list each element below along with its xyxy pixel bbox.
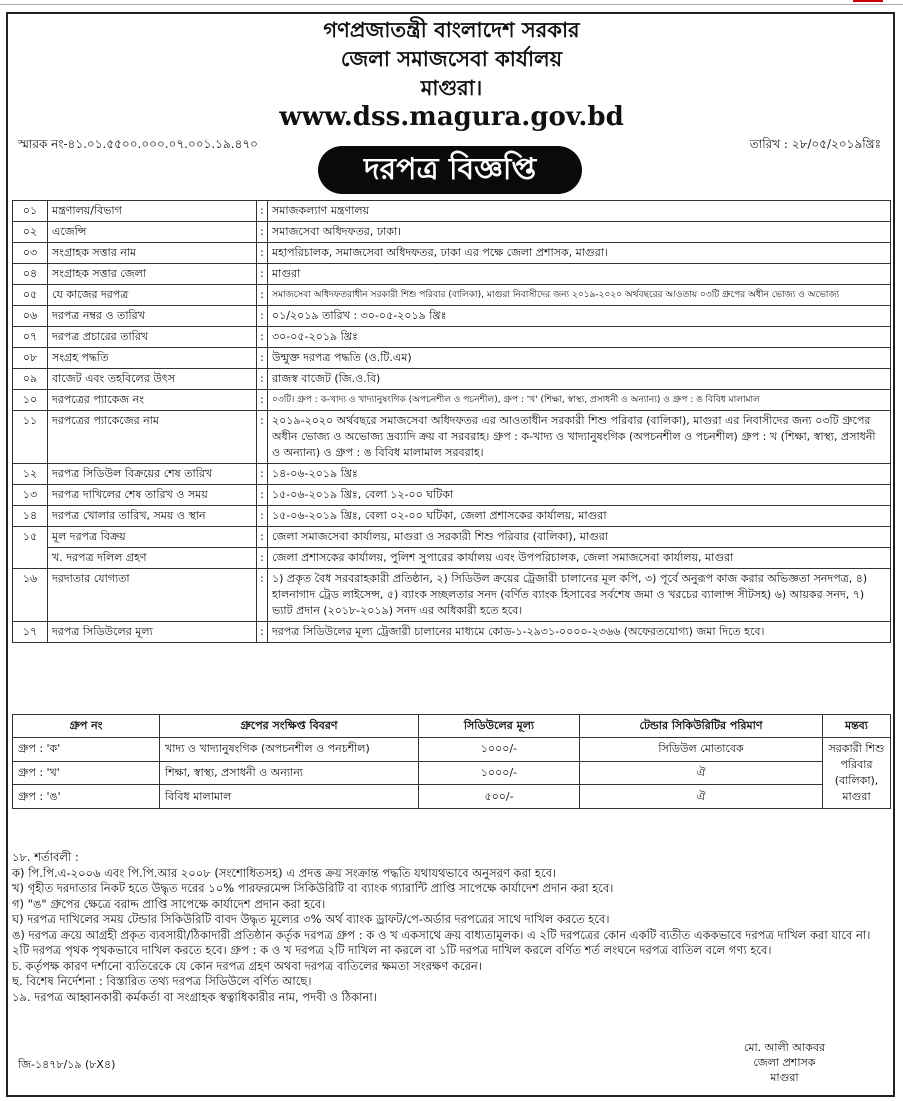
terms-line: ক) পি.পি.এ-২০০৬ এবং পি.পি.আর ২০০৮ (সংশোধিতসহ) এ প্রদত্ত ক্রয় সংক্রান্ত পদ্ধতি যথাযথভাবে অনুসরণ করা হবে। (12, 865, 557, 880)
info-row (13, 390, 891, 411)
row-value: ১৫-০৬-২০১৯ খ্রিঃ, বেলা ০২-০০ ঘটিকা, জেলা প্রশাসকের কার্যালয়, মাগুরা (268, 506, 891, 527)
group-row (13, 738, 891, 762)
row-label: এজেন্সি (48, 222, 257, 243)
row-number: ০৬ (13, 306, 48, 327)
row-value: ৩০-০৫-২০১৯ খ্রিঃ (268, 327, 891, 348)
row-label: দরপত্রের প্যাকেজ নং (48, 390, 257, 411)
top-rule (0, 4, 903, 5)
info-row (13, 201, 891, 222)
row-label: দরপত্র সিডিউল বিক্রয়ের শেষ তারিখ (48, 464, 257, 485)
group-no: গ্রুপ : 'খ' (13, 761, 160, 785)
header-group-no: গ্রুপ নং (13, 715, 160, 738)
header-tender-security: টেন্ডার সিকিউরিটির পরিমাণ (580, 715, 823, 738)
row-value: ১) প্রকৃত বৈধ সরবরাহকারী প্রতিষ্ঠান, ২) সিডিউল ক্রয়ের ট্রেজারী চালানের মূল কপি, ৩) পূর্বে অনুরূপ কাজ করার অভিজ্ঞতা সনদপত্র, ৪) হালনাগাদ ট্রেড লাইসেন্স, ৫) ব্যাংক সচ্ছলতার সনদ (বর্ণিত ব্যাংক হিসাবের সর্বশেষ জমা ও খরচের ব্যালান্স সীটসহ) ৬) আয়কর সনদ, ৭) ভ্যাট প্রদান (২০১৮-২০১৯) সনদ এর অধিকারী হতে হবে। (268, 569, 891, 622)
notice-date: তারিখ : ২৮/০৫/২০১৯খ্রিঃ (749, 137, 881, 151)
row-number: ০৪ (13, 264, 48, 285)
row-value: ১৫-০৬-২০১৯ খ্রিঃ, বেলা ১২-০০ ঘটিকা (268, 485, 891, 506)
row-number: ১৭ (13, 622, 48, 643)
row-colon: : (257, 548, 268, 569)
row-value: ২০১৯-২০২০ অর্থবছরে সমাজসেবা অধিদফতর এর আওতাধীন সরকারী শিশু পরিবার (বালিকা), মাগুরা এর নিবাসীদের জন্য ০৩টি গ্রুপের অধীন ভোজ্য ও অভোজ্য দ্রব্যাদি ক্রয় বা সরবরাহ। গ্রুপ : ক-খাদ্য ও খাদ্যানুষংগিক (অপচনশীল ও পচনশীল) গ্রুপ : খ (শিক্ষা, স্বাস্থ্য, প্রসাধনী ও অন্যান্য) ও গ্রুপ : ঙ বিবিধ মালামাল সরবরাহ। (268, 411, 891, 464)
info-row (13, 222, 891, 243)
row-number: ১১ (13, 411, 48, 464)
row-colon: : (257, 527, 268, 548)
info-row (13, 411, 891, 464)
row-colon: : (257, 327, 268, 348)
header-group-desc: গ্রুপের সংক্ষিপ্ত বিবরণ (160, 715, 419, 738)
terms-line: চ. কর্তৃপক্ষ কারণ দর্শানো ব্যতিরেকে যে কোন দরপত্র গ্রহণ অথবা দরপত্র বাতিলের ক্ষমতা সংরক্ষণ করেন। (12, 958, 482, 973)
row-number: ০২ (13, 222, 48, 243)
row-value: দরপত্র সিডিউলের মূল্য ট্রেজারী চালানের মাধ্যমে কোড-১-২৯৩১-০০০০-২৩৬৬ (অফেরতযোগ্য) জমা দিতে হবে। (268, 622, 891, 643)
group-security: ঐ (580, 785, 823, 809)
office-name: জেলা সমাজসেবা কার্যালয় (340, 46, 563, 71)
row-number: ০৮ (13, 348, 48, 369)
group-no: গ্রুপ : 'ঙ' (13, 785, 160, 809)
header-schedule-price: সিডিউলের মূল্য (419, 715, 580, 738)
group-desc: শিক্ষা, স্বাস্থ্য, প্রসাধনী ও অন্যান্য (160, 761, 419, 785)
info-row (13, 569, 891, 622)
group-security: সিডিউল মোতাবেক (580, 738, 823, 762)
info-row (13, 506, 891, 527)
row-colon: : (257, 464, 268, 485)
signatory-name: মো. আলী আকবর (743, 1041, 825, 1054)
group-price: ৫০০/- (419, 785, 580, 809)
terms-line: খ) গৃহীত দরদাতার নিকট হতে উদ্ধৃত দরের ১০% পারফরমেন্স সিকিউরিটি বা ব্যাংক গ্যারান্টি প্রাপ্তি সাপেক্ষে কার্যাদেশ প্রদান করা হবে। (12, 881, 614, 895)
terms-section (12, 850, 882, 1005)
row-colon: : (257, 369, 268, 390)
row-label: দরপত্রের প্যাকেজের নাম (48, 411, 257, 464)
group-table-header (13, 715, 891, 738)
info-row (13, 243, 891, 264)
row-colon: : (257, 485, 268, 506)
row-value: জেলা সমাজসেবা কার্যালয়, মাগুরা ও সরকারী শিশু পরিবার (বালিকা), মাগুরা (268, 527, 891, 548)
row-number: ১৩ (13, 485, 48, 506)
row-number: ১৫ (13, 527, 48, 569)
row-label: দরপত্র সিডিউলের মূল্য (48, 622, 257, 643)
row-value: ০৩টি। গ্রুপ : ক-খাদ্য ও খাদ্যানুষংগিক (অপচনশীল ও পচনশীল), গ্রুপ : 'খ' (শিক্ষা, স্বাস্থ্য, প্রসাধনী ও অন্যান্য) ও গ্রুপ : ঙ বিবিধ মালামাল (268, 390, 891, 411)
row-label: সংগ্রাহক সত্তার জেলা (48, 264, 257, 285)
info-row (13, 485, 891, 506)
group-row (13, 785, 891, 809)
terms-line: ঙ) দরপত্র ক্রয়ে আগ্রহী প্রকৃত ব্যবসায়ী/ঠিকাদারী প্রতিষ্ঠান কর্তৃক দরপত্র গ্রুপ : ক ও খ একসাথে ক্রয় বাধ্যতামূলক। এ ২টি দরপত্রের কোন একটি ব্যতীত এককভাবে দরপত্র দাখিল করা যাবে না। ২টি দরপত্র পৃথক পৃথকভাবে দাখিল করতে হবে। গ্রুপ : ক ও খ দরপত্র ২টি দাখিল না করলে বা ১টি দরপত্র দাখিল করলে বর্ণিত শর্ত লংঘনে দরপত্র বাতিল বলে গণ্য হবে। (12, 927, 871, 957)
terms-line: ছ. বিশেষ নির্দেশনা : বিস্তারিত তথ্য দরপত্র সিডিউলে বর্ণিত আছে। (12, 974, 312, 988)
row-number: ১২ (13, 464, 48, 485)
row-value: মাগুরা (268, 264, 891, 285)
row-number: ০৫ (13, 285, 48, 306)
row-colon: : (257, 201, 268, 222)
terms-line: ঘ) দরপত্র দাখিলের সময় টেন্ডার সিকিউরিটি বাবদ উদ্ধৃত মূল্যের ৩% অর্থ ব্যাংক ড্রাফট/পে-অর্ডার দরপত্রের সাথে দাখিল করতে হবে। (12, 912, 610, 926)
row-colon: : (257, 411, 268, 464)
group-row (13, 761, 891, 785)
row-label: দরপত্র প্রচারের তারিখ (48, 327, 257, 348)
row-label: দরপত্র দাখিলের শেষ তারিখ ও সময় (48, 485, 257, 506)
group-table (12, 714, 891, 809)
signature-block (744, 1040, 825, 1085)
info-row (13, 464, 891, 485)
terms-line: ১৮. শর্তাবলী : (12, 850, 79, 864)
group-desc: খাদ্য ও খাদ্যানুষংগিক (অপচনশীল ও পনচশীল) (160, 738, 419, 762)
row-label: দরদাতার যোগ্যতা (48, 569, 257, 622)
group-price: ১০০০/- (419, 738, 580, 762)
row-number: ১৪ (13, 506, 48, 527)
row-colon: : (257, 264, 268, 285)
row-value: সমাজসেবা অধিদফতরাধীন সরকারী শিশু পরিবার (বালিকা), মাগুরা নিবাসীদের জন্য ২০১৯-২০২০ অর্থবছরের আওতায় ০৩টি গ্রুপের অধীন ভোজ্য ও অভোজ্য (268, 285, 891, 306)
row-number: ১৬ (13, 569, 48, 622)
website-url: www.dss.magura.gov.bd (279, 102, 624, 132)
group-security: ঐ (580, 761, 823, 785)
terms-line: গ) "ঙ" গ্রুপের ক্ষেত্রে বরাদ্দ প্রাপ্তি সাপেক্ষে কার্যাদেশ প্রদান করা হবে। (12, 896, 326, 911)
info-row (13, 369, 891, 390)
row-label: মূল দরপত্র বিক্রয় (48, 527, 257, 548)
row-label: মন্ত্রণালয়/বিভাগ (48, 201, 257, 222)
group-no: গ্রুপ : 'ক' (13, 738, 160, 762)
row-value: সমাজকল্যাণ মন্ত্রণালয় (268, 201, 891, 222)
row-colon: : (257, 306, 268, 327)
tender-notice-badge: দরপত্র বিজ্ঞপ্তি (318, 146, 582, 194)
info-row (13, 306, 891, 327)
info-row (13, 285, 891, 306)
group-remark: সরকারী শিশু পরিবার (বালিকা), মাগুরা (823, 738, 891, 809)
top-accent-mark (853, 0, 883, 2)
row-colon: : (257, 222, 268, 243)
row-colon: : (257, 243, 268, 264)
group-price: ১০০০/- (419, 761, 580, 785)
signatory-place: মাগুরা (770, 1071, 799, 1084)
row-label: খ. দরপত্র দলিল গ্রহণ (48, 548, 257, 569)
row-number: ০৩ (13, 243, 48, 264)
row-value: জেলা প্রশাসকের কার্যালয়, পুলিশ সুপারের কার্যালয় এবং উপপরিচালক, জেলা সমাজসেবা কার্যালয়, মাগুরা (268, 548, 891, 569)
info-row (13, 264, 891, 285)
row-value: মহাপরিচালক, সমাজসেবা অধিদফতর, ঢাকা এর পক্ষে জেলা প্রশাসক, মাগুরা। (268, 243, 891, 264)
row-colon: : (257, 506, 268, 527)
info-row (13, 348, 891, 369)
row-label: দরপত্র নম্বর ও তারিখ (48, 306, 257, 327)
row-number: ০১ (13, 201, 48, 222)
row-colon: : (257, 569, 268, 622)
info-row (13, 548, 891, 569)
info-row (13, 622, 891, 643)
row-number: ১০ (13, 390, 48, 411)
row-colon: : (257, 285, 268, 306)
row-colon: : (257, 390, 268, 411)
ad-reference: জি-১৪৭৮/১৯ (৮X৪) (18, 1058, 116, 1071)
row-colon: : (257, 348, 268, 369)
terms-line: ১৯. দরপত্র আহ্বানকারী কর্মকর্তা বা সংগ্রাহক স্বত্বাধিকারীর নাম, পদবী ও ঠিকানা। (12, 989, 377, 1004)
office-district: মাগুরা। (420, 75, 483, 100)
tender-info-table (12, 200, 891, 643)
row-value: সমাজসেবা অধিদফতর, ঢাকা। (268, 222, 891, 243)
row-label: যে কাজের দরপত্র (48, 285, 257, 306)
row-value: ১৪-০৬-২০১৯ খ্রিঃ (268, 464, 891, 485)
row-number: ০৯ (13, 369, 48, 390)
row-colon: : (257, 622, 268, 643)
group-desc: বিবিধ মালামাল (160, 785, 419, 809)
signatory-title: জেলা প্রশাসক (753, 1056, 816, 1069)
row-label: সংগ্রহ পদ্ধতি (48, 348, 257, 369)
row-label: সংগ্রাহক সত্তার নাম (48, 243, 257, 264)
row-label: দরপত্র খোলার তারিখ, সময় ও স্থান (48, 506, 257, 527)
memo-number: স্মারক নং-৪১.০১.৫৫০০.০০০.০৭.০০১.১৯.৪৭০ (18, 137, 258, 151)
row-number: ০৭ (13, 327, 48, 348)
info-row (13, 327, 891, 348)
row-value: রাজস্ব বাজেট (জি.ও.বি) (268, 369, 891, 390)
header-remarks: মন্তব্য (823, 715, 891, 738)
row-value: ০১/২০১৯ তারিখ : ৩০-০৫-২০১৯ খ্রিঃ (268, 306, 891, 327)
row-label: বাজেট এবং তহবিলের উৎস (48, 369, 257, 390)
govt-title: গণপ্রজাতন্ত্রী বাংলাদেশ সরকার (323, 17, 580, 42)
row-value: উন্মুক্ত দরপত্র পদ্ধতি (ও.টি.এম) (268, 348, 891, 369)
info-row (13, 527, 891, 548)
